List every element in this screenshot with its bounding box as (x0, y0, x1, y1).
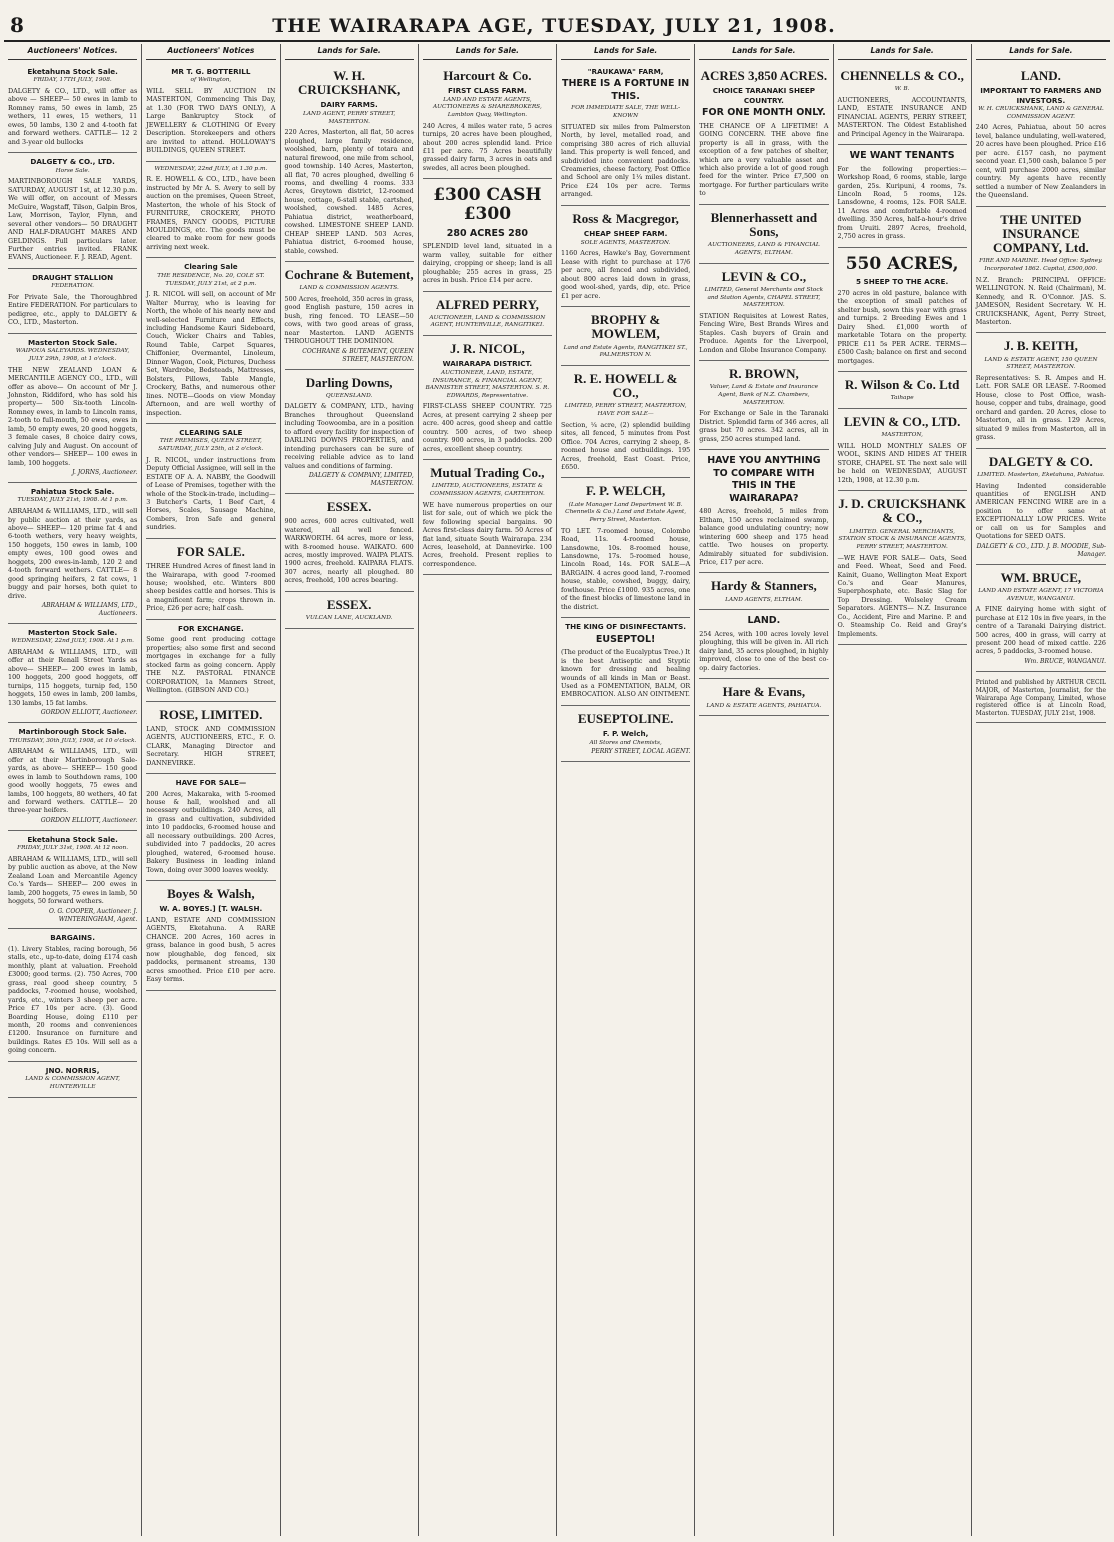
ad-mid-heading: LAND. (747, 615, 781, 627)
ad-display-heading: R. Wilson & Co. Ltd (844, 376, 960, 392)
ad-subheading: FIRE AND MARINE. Head Office: Sydney. Incorporated 1862. Capital, £500,000. (979, 258, 1103, 273)
advertisement (561, 63, 690, 206)
ad-display-heading: Harcourt & Co. (443, 67, 532, 83)
ad-heading: Clearing Sale (184, 262, 238, 272)
ad-subheading: THE RESIDENCE, No. 20, COLE ST. TUESDAY, JULY 21st, at 2 p.m. (157, 272, 265, 287)
ad-body-text: J. R. NICOL will sell, on account of Mr Walter Murray, who is leaving for North, the whole of his nearly new and well-selected Furniture and Effects, including Handsome Kauri Sideboard, Couch, Wicker Chairs and Tables, Round Table, Carpet Squares, Chiffonier, Overmantel, Linoleum, Dinner Wagon, Cook, Pictures, Duchess Set, Wardrobe, Bedsteads, Mattresses, Bolsters, Pillows, Table Mangle, Crockery, Baths, and numerous other lines. NOTE—Goods on view Monday Afternoon, and are well worthy of inspection. (146, 290, 276, 417)
ad-subheading: THE PREMISES, QUEEN STREET, SATURDAY, JULY 25th, at 2 o'clock. (158, 438, 264, 453)
advertisement (699, 205, 828, 264)
ad-body-text: (1). Livery Stables, racing borough, 56 stalls, etc., up-to-date, doing £174 cash monthly, plant at valuation. Freehold £3000; good terms. (2). 750 Acres, 700 grass, real good sheep country, 5 paddocks, 7-roomed house, woolshed, yards, etc., winters 3 sheep per acre. Price £7 10s per acre. (3). Good Boarding House, doing £110 per month, 20 rooms and conveniences £1200. Insurance on furniture and buildings. Rates £5 10s. Will sell as a going concern. (8, 944, 138, 1055)
ad-body-text: TO LET. 7-roomed house, Colombo Road, 11s. 4-roomed house, Lansdowne, 10s. 8-roomed house, Lansdowne, 17s. 5-roomed house, Lincoln Road, 14s. FOR SALE—A BARGAIN. 4 acres good land, 7-roomed house, stable, cowshed, buggy, dairy, fowlhouse. Price £1000. 935 acres, one of the finest blocks of limestone land in the district. (561, 526, 691, 611)
advertisement (285, 370, 414, 494)
ad-body-text: ABRAHAM & WILLIAMS, LTD., will sell by public auction as above, at the New Zealand Loan and Mercantile Agency Co.'s Yards— SHEEP— 200 ewes in lamb, 200 hoggets, 75 ewes in lamb, 50 hoggets, 50 forward wethers. (8, 854, 138, 906)
ad-signature: GORDON ELLIOTT, Auctioneer. (40, 709, 138, 717)
ad-body-text: 900 acres, 600 acres cultivated, well watered, all well fenced. WARKWORTH. 64 acres, more or less, with 8-roomed house. WAIKATO. 600 acres, mostly improved. WAIPA PLATS. 1900 acres, freehold. KAIPARA FLATS. 307 acres, nearly all ploughed. 80 acres, freehold, 100 acres bearing. (284, 517, 414, 585)
ad-subheading: TUESDAY, JULY 21st, 1908. At 1 p.m. (17, 497, 128, 504)
ad-signature: J. JORNS, Auctioneer. (72, 469, 138, 477)
ad-heading: IMPORTANT TO FARMERS AND INVESTORS. (980, 86, 1102, 105)
ad-heading: Eketahuna Stock Sale. (27, 834, 118, 844)
ad-subheading: LAND & COMMISSION AGENT, HUNTERVILLE (25, 1076, 120, 1090)
ad-display-heading: ESSEX. (326, 596, 372, 612)
column-7 (834, 44, 972, 1536)
advertisement (285, 262, 414, 369)
ad-body-text: SITUATED six miles from Palmerston North, by level, metalled road, and comprising 380 acres of rich alluvial land. This property is well fenced, and subdivided into convenient paddocks. Creameries, cheese factory, Post Office and School are only 1¼ miles distant. Price £24 10s per acre. Terms arranged. (561, 122, 691, 199)
ad-subheading: VULCAN LANE, AUCKLAND. (305, 615, 393, 622)
advertisement (8, 1062, 137, 1098)
column-header: Auctioneers' Notices (146, 44, 275, 60)
ad-body-text: LAND, ESTATE AND COMMISSION AGENTS, Eketahuna. A RARE CHANCE. 200 Acres, 160 acres in grass, balance in good bush, 5 acres now ploughable, dog fenced, six paddocks, permanent streams, 130 acres smoothed. Price £10 per acre. Easy terms. (146, 915, 276, 984)
ad-body-text: ABRAHAM & WILLIAMS, LTD., will offer at their Renall Street Yards as above— SHEEP— 200 ewes in lamb, 100 hoggets, 200 good hoggets, off turnips, 115 hoggets, turnip fed, 150 hoggets, 150 ewes in lamb, 200 lambs, 130 lambs, 15 fat lambs. (8, 648, 138, 707)
ad-subheading: LAND AGENT, PERRY STREET, MASTERTON. (302, 110, 396, 125)
ad-body-text: 240 Acres, 4 miles water rate, 5 acres turnips, 20 acres have been ploughed, about 200 acres splendid land. Price £11 per acre. 75 Acres beautifully grassed dairy farm, 3 acres in oats and swedes, all acres been ploughed. (422, 121, 552, 172)
ad-subheading: LIMITED, PERRY STREET, MASTERTON, HAVE FOR SALE— (564, 403, 687, 418)
column-header: Lands for Sale. (976, 44, 1106, 60)
advertisement (146, 702, 275, 775)
column-5 (557, 44, 695, 1536)
advertisement (561, 206, 690, 307)
ad-heading: W. A. BOYES.] [T. WALSH. (159, 904, 263, 914)
ad-mid-heading: EUSEPTOL! (595, 633, 656, 645)
advertisement (699, 573, 828, 610)
ad-subheading: MASTERTON, (881, 432, 923, 439)
ad-subheading: QUEENSLAND. (325, 392, 373, 399)
ad-subheading: Land and Estate Agents, RANGITIKEI ST., PALMERSTON N. (563, 344, 688, 359)
ad-body-text: THREE Hundred Acres of finest land in the Wairarapa, with good 7-roomed house; woolshed, etc. Winters 800 sheep besides cattle and horses. This is a magnificent farm; crops thrown in. Price, £26 per acre; half cash. (146, 562, 276, 613)
ad-display-heading: ALFRED PERRY, (435, 296, 539, 312)
ad-heading: "RAUKAWA" FARM, (587, 66, 664, 76)
ad-subheading: Taihape (890, 395, 914, 402)
advertisement (976, 207, 1106, 334)
ad-display-heading: FOR SALE. (176, 543, 245, 559)
advertisement (838, 409, 967, 491)
advertisement (561, 366, 690, 479)
ad-body-text: ABRAHAM & WILLIAMS, LTD., will sell by public auction at their yards, as above— SHEEP— 120 prime fat 4 and 6-tooth wethers, very heavy weights, 150 hoggets, 150 ewes in lamb, 100 empty ewes, 100 good owes and hoggets, 200 ewes-in-lamb, 120 2 and 4-tooth forward wethers. CATTLE— 8 good springing heifers, 2 fat cows, 1 buggy and pair horses, both quiet to drive. (8, 507, 138, 600)
page-number: 8 (10, 13, 24, 37)
ad-display-heading: J. B. KEITH, (1003, 338, 1078, 354)
ad-subheading: LIMITED, General Merchants and Stock and Station Agents, CHAPEL STREET, MASTERTON. (704, 286, 824, 309)
ad-display-heading: EUSEPTOLINE. (577, 710, 674, 726)
ad-display-heading: Darling Downs, (305, 374, 393, 390)
ad-body-text: DALGETY & COMPANY, LTD., having Branches throughout Queensland including Toowoomba, are in a position to afford every facility for inspection of DARLING DOWNS PROPERTIES, and intending purchasers can be sure of receiving reliable advice as to land values and conditions of farming. (284, 402, 414, 470)
advertisement (8, 483, 137, 624)
advertisement (8, 63, 137, 153)
ad-display-heading: ESSEX. (326, 498, 372, 514)
advertisement (146, 162, 275, 259)
ad-display-heading: DALGETY & CO. (988, 453, 1093, 469)
ad-heading: Masterton Stock Sale. (27, 337, 118, 347)
ad-body-text: —WE HAVE FOR SALE— Oats, Seed and Feed. Wheat, Seed and Feed. Kainit, Guano, Wellington Meat Export Co.'s and Gear Manures, Superphosphate, etc. Basic Slag for Top Dressing. Wolseley Cream Separators. AGENTS— N.Z. Insurance Co., Accident, Fire and Marine. P. and O. Steamship Co. Reid and Gray's Implements. (837, 553, 967, 638)
ad-signature: PERRY STREET, LOCAL AGENT. (591, 748, 691, 756)
ad-heading: DAIRY FARMS. (320, 100, 378, 110)
ad-body-text: For the following properties:— Workshop Road, 6 rooms, stable, large garden, 25s. Kuripuni, 4 rooms, 7s. Lincoln Road, 5 rooms, 12s. Lansdowne, 4 rooms, 12s. FOR SALE. 11 Acres and comfortable 4-roomed dwelling. 350 Acres, half-a-hour's drive from Uruiti. 2897 Acres, freehold, 2,750 acres in grass. (837, 164, 967, 241)
ad-body-text: N.Z. Branch: PRINCIPAL OFFICE: WELLINGTON. N. Reid (Chairman), M. Kennedy, and R. O'Connor. JAS. S. JAMESON, Resident Secretary. W. H. CRUICKSHANK, Agent, Perry Street, Masterton. (975, 275, 1106, 326)
ad-body-text: 200 Acres, Makaraka, with 5-roomed house & hall, woolshed and all necessary outbuildings. 240 Acres, all in grass and cultivation, subdivided into 10 paddocks, 6-roomed house and all necessary outbuildings. 200 Acres, subdivided into 7 paddocks, 20 acres ploughed, watered, 6-roomed house. Bakery Business in leading inland Town, doing over 3000 loaves weekly. (146, 789, 276, 874)
advertisement (8, 723, 137, 831)
ad-subheading: THURSDAY, 30th JULY, 1908, at 10 o'clock. (8, 737, 137, 744)
ad-body-text: Section, ¼ acre, (2) splendid building sites, all fenced, 5 minutes from Post Office. 704 Acres, carrying 2 sheep, 8-roomed house and outbuildings. 195 Acres, freehold, East Coast. Price, £650. (561, 420, 691, 471)
column-1 (4, 44, 142, 1536)
ad-display-heading: Cochrane & Butement, (284, 267, 414, 283)
advertisement (423, 336, 552, 460)
ad-display-heading: R. E. HOWELL & CO., (573, 370, 678, 401)
ad-heading: FOR EXCHANGE. (178, 623, 244, 633)
ad-heading: BARGAINS. (50, 933, 95, 943)
ad-body-text: DALGETY & CO., LTD., will offer as above — SHEEP— 50 ewes in lamb to Romney rams, 50 ewes in lamb, 25 wethers, 11 ewes, 15 wethers, 11 ewes, 50 lambs, 130 2 and 4-tooth fat and forward wethers. CATTLE— 12 2 and 3-year old bullocks (8, 87, 138, 146)
advertisement (838, 145, 967, 248)
ad-body-text: WE have numerous properties on our list for sale, out of which we pick the few following special bargains. 90 Acres first-class dairy farm. 50 Acres of flat land, situate South Wairarapa. 234 Acres, leasehold, at Dannevirke. 100 Acres, freehold. Present replies to correspondence. (422, 500, 552, 568)
ad-heading: DALGETY & CO., LTD. (30, 157, 115, 167)
ad-subheading: FRIDAY, JULY 31st, 1908. At 12 noon. (17, 845, 129, 852)
ad-subheading: W. B. (894, 86, 910, 93)
advertisement (699, 63, 828, 205)
advertisement (838, 63, 967, 145)
ad-heading: Eketahuna Stock Sale. (27, 66, 118, 76)
ad-display-heading: J. R. NICOL, (449, 341, 525, 357)
ad-subheading: LAND & COMMISSION AGENTS. (299, 285, 399, 292)
ad-subheading: LIMITED. Masterton, Eketahuna, Pahiatua. (977, 471, 1105, 478)
ad-body-text: Representatives: S. R. Ampes and H. Lett. FOR SALE OR LEASE. 7-Roomed House, close to Post Office, wash-house, copper and tubs, drainage, good orchard and garden. 20 Acres, close to Masterton, all in grass. 129 Acres, situated 9 miles from Masterton, all in grass. (975, 374, 1106, 442)
advertisement (838, 248, 967, 372)
advertisement (976, 449, 1106, 565)
advertisement (699, 264, 828, 361)
ad-body-text: R. E. HOWELL & CO., LTD., have been instructed by Mr A. S. Avery to sell by auction on the premises, Queen Street, Masterton, the whole of his Stock of FURNITURE, CROCKERY, PHOTO FRAMES, FANCY GOODS, PICTURE MOULDINGS, etc. The goods must be cleared to make room for new goods arriving next week. (146, 175, 276, 251)
ad-body-text: 480 Acres, freehold, 5 miles from Eltham, 150 acres reclaimed swamp, balance good undulating country; now wintering 600 sheep and 175 head cattle. Two houses on property. Admirably situated for subdivision. Price, £17 per acre. (699, 507, 829, 567)
ad-body-text: STATION Requisites at Lowest Rates, Fencing Wire, Best Brands Wires and Staples. Cash buyers of Grain and Produce. Agents for the Liverpool, London and Globe Insurance Company. (699, 311, 829, 354)
column-8 (972, 44, 1110, 1536)
ad-body-text: For Exchange or Sale in the Taranaki District. Splendid farm of 346 acres, all grass but 70 acres. 342 acres, all in grass, 250 acres stumped land. (699, 409, 829, 443)
ad-mid-heading: WE WANT TENANTS (849, 150, 955, 162)
advertisement (561, 706, 690, 762)
ad-display-heading: CHENNELLS & CO., (840, 67, 964, 83)
advertisement (561, 618, 690, 706)
ad-signature: DALGETY & COMPANY, LIMITED, MASTERTON. (308, 472, 414, 487)
column-4 (419, 44, 557, 1536)
advertisement (561, 478, 690, 618)
ad-heading: FIRST CLASS FARM. (448, 86, 527, 96)
ad-subheading: LAND AND ESTATE AGENTS, AUCTIONEERS & SHAREBROKERS, Lambton Quay, Wellington. (432, 96, 542, 118)
ad-body-text: J. R. NICOL, under instructions from Deputy Official Assignee, will sell in the ESTATE OF A. A. NABBY, the Goodwill of Lease of Premises, together with the whole of the Stock-in-trade, including—3 Butcher's Carts, 1 Beef Cart, 4 Horses, Scales, Sausage Machine, Combers, Iron Safe and general sundries. (146, 455, 276, 532)
ad-body-text: SPLENDID level land, situated in a warm valley, suitable for either dairying, cropping or sheep; land is all ploughable; 255 acres in grass, 25 acres in bush. Price £14 per acre. (422, 242, 552, 285)
ad-signature: ABRAHAM & WILLIAMS, LTD., Auctioneers. (41, 602, 138, 617)
ad-display-heading: BROPHY & MOWLEM, (591, 311, 661, 342)
ad-body-text: 240 Acres, Pahiatua, about 50 acres level, balance undulating, well-watered, 20 acres have been ploughed. Price £16 per acre. £157 cash, no payment second year. £1,500 cash, balance 5 per cent, will purchase 2000 acres, similar country. My agents have recently settled a number of New Zealanders in the Queensland. (975, 123, 1106, 200)
column-header: Auctioneers' Notices. (8, 44, 137, 60)
ad-signature: DALGETY & CO., LTD. J. B. MOODIE, Sub-Manager. (976, 542, 1106, 558)
ad-display-heading: Hardy & Stanners, (710, 578, 817, 594)
advertisement (146, 881, 275, 990)
ad-subheading: LAND & ESTATE AGENT, 150 QUEEN STREET, MASTERTON. (984, 356, 1098, 371)
ad-mid-heading: THERE IS A FORTUNE IN THIS. (561, 78, 690, 102)
advertisement (423, 63, 552, 179)
ad-display-heading: W. H. CRUICKSHANK, (298, 67, 401, 98)
ad-subheading: WEDNESDAY, 22nd JULY, 1908. At 1 p.m. (11, 638, 134, 645)
newspaper-title: THE WAIRARAPA AGE, TUESDAY, JULY 21, 1908. (272, 15, 836, 37)
ad-body-text: WILL SELL BY AUCTION IN MASTERTON, Commencing This Day, at 1.30 (FOR TWO DAYS ONLY), A Large Bankruptcy Stock of JEWELLERY & CLOTHING Of Every Description. Storekeepers and others are invited to attend. HOLLOWAY'S BUILDINGS, QUEEN STREET. (146, 87, 276, 155)
ad-display-heading: Boyes & Walsh, (167, 886, 255, 902)
ad-signature: COCHRANE & BUTEMENT, QUEEN STREET, MASTERTON. (302, 347, 414, 363)
column-2 (142, 44, 280, 1536)
ad-subheading: All Stores and Chemists, (589, 739, 662, 746)
ad-heading: 5 SHEEP TO THE ACRE. (856, 277, 949, 287)
ad-heading: WAIRARAPA DISTRICT. (442, 359, 533, 369)
ad-subheading: LIMITED, AUCTIONEERS, ESTATE & COMMISSION AGENTS, CARTERTON. (429, 483, 545, 498)
ad-body-text: LAND, STOCK AND COMMISSION AGENTS, AUCTIONEERS, ETC., F. O. CLARK, Managing Director and Secretary. HIGH STREET, DANNEVIRKE. (146, 724, 276, 767)
ad-display-heading: ROSE, LIMITED. (159, 706, 263, 722)
ad-subheading: AUCTIONEERS, LAND & FINANCIAL AGENTS, ELTHAM. (707, 242, 820, 257)
ad-body-text: AUCTIONEERS, ACCOUNTANTS, LAND, ESTATE INSURANCE AND FINANCIAL AGENTS, PERRY STREET, MASTERTON. The Oldest Established and Principal Agency in the Wairarapa. (837, 95, 967, 138)
ad-display-heading: Hare & Evans, (722, 684, 806, 700)
ad-subheading: LIMITED. GENERAL MERCHANTS, STATION STOCK & INSURANCE AGENTS, PERRY STREET, MASTERTON. (838, 528, 966, 550)
ad-large-heading: £300 CASH £300 (433, 185, 542, 225)
advertisement (423, 179, 552, 291)
advertisement (699, 450, 828, 573)
ad-heading: Masterton Stock Sale. (27, 627, 118, 637)
ad-body-text: Having Indented considerable quantities of ENGLISH AND AMERICAN FENCING WIRE are in a position to offer same at EXCEPTIONALLY LOW PRICES. Write or call on us for Samples and Quotations for SEED OATS. (975, 481, 1106, 541)
column-header: Lands for Sale. (838, 44, 967, 60)
ad-subheading: Valuer, Land & Estate and Insurance Agent, Bank of N.Z. Chambers, MASTERTON. (709, 384, 818, 406)
advertisement (146, 258, 275, 424)
ad-heading: Pahiatua Stock Sale. (30, 486, 115, 496)
ad-subheading: FEDERATION. (51, 283, 95, 290)
ad-body-text: THE CHANCE OF A LIFETIME! A GOING CONCERN. THE above fine property is all in grass, with the exception of a few patches of shelter, which are a very valuable asset and which also provide a lot of good rough feed for the winter. Price £7,500 on mortgage. For further particulars write to (699, 121, 829, 198)
ad-body-text: A FINE dairying home with sight of purchase at £12 10s in five years, in the centre of a Taranaki Dairying district. 500 acres, 400 in grass, will carry at present 200 head of mixed cattle. 226 acres, 5 paddocks, 3-roomed house. (975, 605, 1106, 656)
ad-body-text: MARTINBOROUGH SALE YARDS, SATURDAY, AUGUST 1st, at 12.30 p.m. We will offer, on account of Messrs McGuire, Wagstaff, Tilson, Galpin Bros, Law, Morrison, Taylor, Flynn, and several other vendors— 50 DRAUGHT AND HALF-DRAUGHT MARES AND GELDINGS. Full particulars later. Further entries invited. FRANK EVANS, Auctioneer. F. J. READ, Agent. (8, 177, 138, 262)
advertisement (285, 63, 414, 262)
ad-subheading: WEDNESDAY, 22nd JULY, at 1.30 p.m. (154, 165, 268, 172)
ad-body-text: WILL HOLD MONTHLY SALES OF WOOL, SKINS AND HIDES AT THEIR STORE, CHAPEL ST. The next sale will be held on WEDNESDAY, AUGUST 12th, 1908, at 12.30 p.m. (837, 441, 967, 484)
advertisement (146, 620, 275, 702)
advertisement (285, 592, 414, 629)
ad-signature: Wm. BRUCE, WANGANUI. (1024, 657, 1106, 665)
advertisement (976, 672, 1106, 724)
advertisement (976, 565, 1106, 672)
ad-heading: F. P. Welch, (602, 729, 649, 739)
advertisement (976, 63, 1106, 207)
ad-mid-heading: HAVE YOU ANYTHING TO COMPARE WITH THIS IN THE WAIRARAPA? (707, 455, 821, 504)
ad-body-text: 220 Acres, Masterton, all flat, 50 acres ploughed, large family residence, woolshed, barn, plenty of totara and natural firewood, one mile from school, good township. 140 Acres, Masterton, all flat, 70 acres ploughed, dwelling 6 rooms, and dwelling 4 rooms. 333 Acres, Greytown district, 12-roomed house, cottage, 6-stall stable, cartshed, woolshed, cowshed. 1485 Acres, Pahiatua district, weatherboard, cowshed. LIMESTONE SHEEP LAND. CHEAP SHEEP LAND. 503 Acres, Pahiatua district, 6-roomed house, stable, cowshed. (284, 128, 414, 255)
ad-heading: THE KING OF DISINFECTANTS. (565, 622, 687, 632)
ad-heading: DRAUGHT STALLION (32, 272, 114, 282)
ad-display-heading: LEVIN & CO., LTD. (843, 413, 961, 429)
ad-heading: CLEARING SALE (179, 427, 243, 437)
ad-display-heading: LEVIN & CO., (721, 268, 807, 284)
ad-subheading: FRIDAY, 17TH JULY, 1908. (33, 77, 112, 84)
ad-display-heading: Ross & Macgregor, (572, 210, 679, 226)
advertisement-columns (4, 44, 1110, 1536)
ad-body-text: FIRST-CLASS SHEEP COUNTRY. 725 Acres, at present carrying 2 sheep per acre. 400 acres, good sheep and cattle country. 500 acres, of two sheep country. 900 acres, in 3 paddocks. 200 acres, excellent sheep country. (422, 402, 552, 453)
ad-subheading: Horse Sale. (55, 167, 90, 174)
ad-subheading: FOR IMMEDIATE SALE, THE WELL-KNOWN (571, 105, 681, 120)
ad-display-heading: ACRES 3,850 ACRES. (700, 67, 828, 83)
advertisement (838, 491, 967, 645)
ad-body-text: 1160 Acres, Hawke's Bay, Government Lease with right to purchase at 17/6 per acre, all fenced and subdivided, about 800 acres laid down in grass, good wool-shed, yards, dip, etc. Price £1 per acre. (561, 249, 691, 300)
advertisement (423, 460, 552, 575)
ad-heading: CHEAP SHEEP FARM. (583, 229, 668, 239)
ad-display-heading: Blennerhassett and Sons, (710, 209, 818, 240)
ad-body-text: 500 Acres, freehold, 350 acres in grass, good English pasture, 150 acres in bush, ring fenced. TO LEASE—50 cows, with two good areas of grass, near Masterton. LAND AGENTS THROUGHOUT THE DOMINION. (284, 295, 414, 346)
advertisement (699, 679, 828, 716)
ad-heading: CHOICE TARANAKI SHEEP COUNTRY. (712, 86, 816, 105)
ad-heading: Martinborough Stock Sale. (18, 727, 127, 737)
ad-body-text: ABRAHAM & WILLIAMS, LTD., will offer at their Martinborough Sale-yards, as above— SHEEP— 150 good ewes in lamb to Southdown rams, 100 good woolly hoggets, 75 ewes and lambs, 100 hoggets, 80 wethers, 40 fat and forward wethers. CATTLE— 20 three-year heifers. (8, 747, 138, 815)
advertisement (8, 334, 137, 483)
ad-subheading: SOLE AGENTS, MASTERTON. (580, 239, 671, 246)
advertisement (423, 292, 552, 337)
ad-display-heading: J. D. CRUICKSHANK & CO., (838, 496, 967, 526)
ad-display-heading: R. BROWN, (729, 366, 799, 382)
advertisement (8, 831, 137, 930)
ad-subheading: AUCTIONEER, LAND & COMMISSION AGENT, HUNTERVILLE, RANGITIKEI. (429, 314, 546, 329)
advertisement (146, 424, 275, 539)
column-header: Lands for Sale. (561, 44, 690, 60)
advertisement (146, 774, 275, 881)
ad-signature: GORDON ELLIOTT, Auctioneer. (40, 816, 138, 824)
ad-subheading: LAND AGENTS, ELTHAM. (725, 596, 803, 603)
ad-display-heading: WM. BRUCE, (1000, 569, 1082, 585)
ad-body-text: 254 Acres, with 100 acres lovely level ploughing, this will be given in. All rich dairy land, 35 acres ploughed, in highly improved, close to one of the best co-op. dairy factories. (699, 629, 829, 672)
advertisement (561, 307, 690, 366)
ad-subheading: of Wellington, (190, 77, 232, 84)
printer-imprint: Printed and published by ARTHUR CECIL MAJOR, of Masterton, Journalist, for the Wairarapa Age Company, Limited, whose registered office is at Lincoln Road, Masterton. TUESDAY, JULY 21st, 1908. (975, 678, 1106, 718)
ad-body-text: (The product of the Eucalyptus Tree.) It is the best Antiseptic and Styptic known for dressing and healing wounds of all kinds in Man or Beast. Used as a FOMENTATION, BALM, OR EMBROCATION. ALSO AN OINTMENT. (561, 648, 691, 699)
ad-body-text: Some good rent producing cottage properties; also some first and second mortgages in exchange for a fully stocked farm as going concern. Apply THE N.Z. PASTORAL FINANCE CORPORATION, 1a Manners Street, Wellington. (GIBSON AND CO.) (146, 635, 276, 695)
advertisement (8, 624, 137, 723)
ad-subheading: W. H. CRUICKSHANK, LAND & GENERAL COMMISSION AGENT. (978, 106, 1104, 120)
ad-heading: MR T. G. BOTTERILL (171, 66, 251, 76)
column-header: Lands for Sale. (699, 44, 828, 60)
ad-body-text: THE NEW ZEALAND LOAN & MERCANTILE AGENCY CO., LTD., will offer as above— On account of Mr J. Johnston, Riddiford, who has sold his property— 500 Six-tooth Lincoln-Romney ewes, in lamb to Lincoln rams, 2-tooth to full-mouth, 50 ewes, ewes in lamb, 50 empty ewes, 20 good hoggets, 3 female cases, 8 choice dairy cows, calving July and August. On account of other vendors— SHEEP— 100 ewes in lamb, 100 hoggets. (8, 365, 138, 467)
advertisement (8, 153, 137, 269)
ad-body-text: 270 acres in old pasture, balance with the exception of small patches of shelter bush, sown this year with grass and turnips. 2 Breeding Ewes and 1 Dairy Shed. £1,000 worth of marketable Totara on the property. PRICE £11 5s PER ACRE. TERMS—£500 Cash; balance on first and second mortgages. (837, 288, 967, 365)
ad-display-heading: Mutual Trading Co., (430, 465, 545, 481)
advertisement (285, 494, 414, 592)
ad-subheading: (Late Manager Land Department W. B. Chennells & Co.) Land and Estate Agent, Perry Street, Masterton. (565, 501, 687, 524)
advertisement (699, 361, 828, 450)
advertisement (146, 63, 275, 162)
column-header: Lands for Sale. (285, 44, 414, 60)
ad-mid-heading: FOR ONE MONTH ONLY. (702, 107, 826, 119)
ad-body-text: For Private Sale, the Thoroughbred Entire FEDERATION. For particulars to pedigree, etc., apply to DALGETY & CO., LTD., Masterton. (8, 293, 138, 327)
ad-subheading: LAND AND ESTATE AGENT, 17 VICTORIA AVENUE, WANGANUI. (978, 587, 1104, 602)
ad-subheading: WAIPOUA SALEYARDS. WEDNESDAY, JULY 29th, 1908, at 1 o'clock. (15, 348, 130, 362)
masthead (4, 8, 1110, 42)
ad-display-heading: LAND. (1020, 67, 1061, 83)
advertisement (8, 929, 137, 1061)
column-header: Lands for Sale. (423, 44, 552, 60)
advertisement (699, 610, 828, 679)
ad-display-heading: F. P. WELCH, (585, 483, 666, 499)
ad-subheading: AUCTIONEER, LAND, ESTATE, INSURANCE, & FINANCIAL AGENT, BANNISTER STREET, MASTERTON. S. R. EDWARDS, Representative. (425, 369, 550, 399)
advertisement (838, 372, 967, 409)
ad-mid-heading: 280 ACRES 280 (446, 227, 528, 239)
column-6 (695, 44, 833, 1536)
column-3 (281, 44, 419, 1536)
advertisement (146, 539, 275, 620)
ad-display-heading: THE UNITED INSURANCE COMPANY, Ltd. (993, 211, 1089, 256)
ad-signature: O. G. COOPER, Auctioneer. J. WINTERINGHAM, Agent. (48, 907, 138, 923)
advertisement (8, 269, 137, 334)
ad-large-heading: 550 ACRES, (845, 253, 959, 274)
ad-heading: HAVE FOR SALE— (175, 778, 247, 788)
ad-subheading: LAND & ESTATE AGENTS, PAHIATUA. (706, 702, 822, 709)
advertisement (976, 333, 1106, 448)
ad-heading: JNO. NORRIS, (45, 1065, 100, 1075)
